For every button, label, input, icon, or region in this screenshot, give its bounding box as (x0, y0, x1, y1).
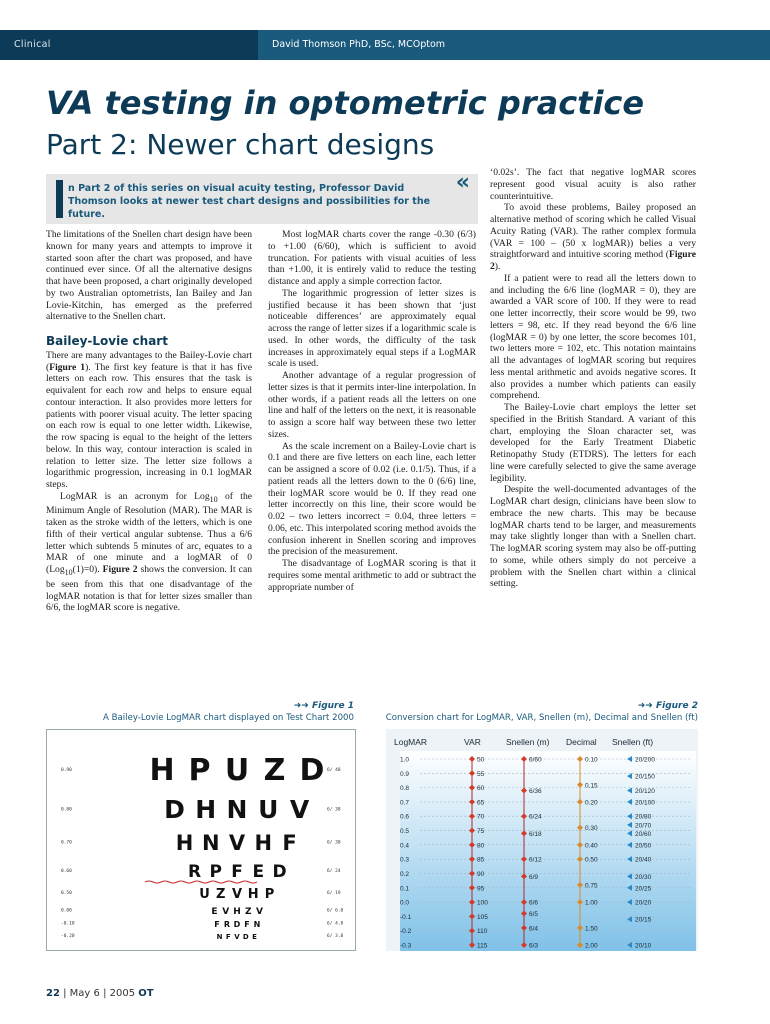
header-section-label: Clinical (14, 39, 51, 50)
decimal-label: 0.20 (585, 799, 598, 807)
chart-letter: E (252, 862, 265, 882)
logmar-label: -0.3 (400, 942, 412, 950)
page-number: 22 (46, 988, 60, 999)
logmar-row-label: 0.00 (61, 908, 72, 914)
footer-separator: | (63, 988, 67, 999)
logmar-label: 0.7 (400, 799, 410, 807)
figure-reference: Figure 2 (490, 249, 696, 272)
var-label: 55 (477, 770, 485, 778)
decimal-label: 1.00 (585, 899, 598, 907)
footer-date: May 6 (69, 988, 100, 999)
logmar-label: 0.6 (400, 813, 410, 821)
chart-letter: H (195, 795, 217, 824)
snellen-ft-label: 20/50 (635, 842, 652, 850)
header-author-band (258, 30, 770, 60)
snellen-ft-label: 20/30 (635, 873, 652, 881)
column-1 (46, 229, 252, 614)
snellen-m-label: 6/60 (529, 756, 542, 764)
intro-text: n Part 2 of this series on visual acuity testing, Professor David Thomson looks at newer test chart designs and possibilities for the future. (68, 183, 431, 220)
logmar-row-label: -0.20 (61, 933, 75, 939)
paragraph: To avoid these problems, Bailey proposed an alternative method of scoring which he called Visual Acuity Rating (VAR). The rather complex formula (VAR = 100 – (50 x logMAR)) belies a very straightforward and intuitive scoring method (Figure 2). (490, 202, 696, 272)
decimal-label: 1.50 (585, 925, 598, 933)
chart-letter: E (211, 907, 218, 917)
snellen-ft-label: 20/80 (635, 813, 652, 821)
logmar-label: -0.1 (400, 913, 412, 921)
figure-2-chart (386, 729, 698, 951)
logmar-row-label: 0.60 (61, 868, 72, 874)
intro-box (46, 170, 478, 224)
snellen-row-label: 6/ 19 (327, 891, 341, 897)
page-footer (46, 988, 154, 999)
figure-2-label: ➜➜ Figure 2 (637, 701, 698, 711)
snellen-ft-label: 20/150 (635, 773, 655, 781)
paragraph: If a patient were to read all the letters down to and including the 6/6 line (logMAR = 0), they are awarded a VAR score of 100. If they were to read one letter incorrectly, their score would be 99, two letters = 98, etc. If they read beyond the 6/6 line (logMAR = 0) by one letter, the score becomes 101, two letters more = 102, etc. This notation maintains all the advantages of logMAR scoring but requires less mental arithmetic and avoids negative scores. It also provides a number which patients can easily comprehend. (490, 272, 696, 402)
column-header: Decimal (566, 737, 597, 747)
chart-letter: H (247, 887, 259, 902)
var-label: 50 (477, 756, 485, 764)
column-header: VAR (464, 737, 481, 747)
chart-letter: Z (216, 887, 226, 902)
chart-letter: Z (263, 753, 286, 788)
logmar-label: 0.4 (400, 842, 410, 850)
chart-letter: H (254, 831, 273, 855)
chart-letter: N (216, 933, 223, 941)
snellen-ft-label: 20/100 (635, 799, 655, 807)
chart-letter: V (231, 887, 243, 902)
snellen-m-label: 6/9 (529, 873, 539, 881)
snellen-m-label: 6/24 (529, 813, 542, 821)
figure-reference: Figure 1 (49, 361, 86, 373)
snellen-ft-label: 20/60 (635, 830, 652, 838)
magazine-logo: OT (138, 988, 154, 999)
snellen-row-label: 6/ 30 (327, 840, 341, 846)
paragraph: Most logMAR charts cover the range -0.30 (6/3) to +1.00 (6/60), which is sufficient to avoid truncation. For patients with visual acuities of less than +1.00, it is entirely valid to reduce the testing distance and apply a simple correction factor. (268, 229, 476, 287)
snellen-m-label: 6/36 (529, 787, 542, 795)
chart-letter: V (256, 907, 263, 917)
paragraph: As the scale increment on a Bailey-Lovie chart is 0.1 and there are five letters on each line, each letter can be assigned a score of 0.02 (i.e. 0.1/5). Thus, if a patient reads all the letters down to the 0 (6/6) line, their logMAR score would be 0. If they read one letter incorrectly on this line, their score would be 0.02 – two letters incorrect = 0.04, three letters = 0.06, etc. This interpolated scoring method avoids the confusion inherent in Snellen scoring and improves the precision of the measurement. (268, 440, 476, 558)
conversion-chart-svg (386, 729, 698, 951)
chart-letter: U (224, 753, 250, 788)
figure-arrow-icon: ➜➜ (637, 701, 656, 711)
var-label: 110 (477, 928, 488, 936)
var-label: 75 (477, 828, 485, 836)
logmar-label: 0.8 (400, 785, 410, 793)
var-label: 80 (477, 842, 485, 850)
snellen-ft-label: 20/15 (635, 916, 652, 924)
paragraph: Despite the well-documented advantages of the LogMAR chart design, clinicians have been slow to embrace the new charts. This may be because logMAR charts tend to be larger, and measurements may take slightly longer than with a Snellen chart. The logMAR scoring system may also be off-putting to some, while others simply do not perceive a problem with the Snellen chart within a clinical setting. (490, 484, 696, 590)
paragraph: The logarithmic progression of letter sizes is justified because it has been shown that ‘just noticeable differences’ are approximately equal across the range of letter sizes if a logarithmic scale is used. In other words, the difficulty of the task increases in approximately equal steps if a LogMAR scale is used. (268, 287, 476, 370)
chart-letter: V (289, 795, 310, 824)
logmar-chart-image (47, 730, 355, 950)
snellen-m-label: 6/18 (529, 830, 542, 838)
chart-letter: N (201, 831, 220, 855)
logmar-row-label: -0.10 (61, 921, 75, 927)
logmar-label: 0.1 (400, 885, 410, 893)
section-heading: Bailey-Lovie chart (46, 334, 168, 348)
var-label: 60 (477, 785, 485, 793)
paragraph: The disadvantage of LogMAR scoring is that it requires some mental arithmetic to add or subtract the appropriate number of (268, 558, 476, 593)
chart-letter: R (187, 862, 202, 882)
chart-letter: V (228, 831, 246, 855)
snellen-ft-label: 20/20 (635, 899, 652, 907)
article-subtitle: Part 2: Newer chart designs (46, 128, 435, 161)
snellen-m-label: 6/12 (529, 856, 542, 864)
article-title: VA testing in optometric practice (46, 84, 645, 122)
decimal-label: 0.10 (585, 756, 598, 764)
header-section-band (0, 30, 258, 60)
snellen-m-label: 6/4 (529, 925, 539, 933)
chart-letter: D (164, 795, 185, 824)
chart-letter: U (199, 887, 210, 902)
snellen-ft-label: 20/10 (635, 942, 652, 950)
var-label: 65 (477, 799, 485, 807)
paragraph: There are many advantages to the Bailey-Lovie chart (Figure 1). The first key feature is that it has five letters on each row. This ensures that the task is equivalent for each row and helps to ensure equal contour interaction. It also provides more letters for patients with poorer visual acuity. The letter spacing on each row is equal to one letter width. Likewise, the row spacing is equal to the height of the letters below. In this way, contour interaction is scaled in relation to letter size. The letter size follows a logarithmic progression, increasing in 0.1 logMAR steps. (46, 349, 252, 490)
chart-letter: D (272, 862, 287, 882)
column-2 (268, 229, 476, 593)
logmar-label: 1.0 (400, 756, 410, 764)
chart-letter: E (252, 933, 257, 941)
chart-letter: H (149, 753, 175, 788)
footer-separator: | (103, 988, 107, 999)
snellen-row-label: 6/ 3.8 (327, 933, 344, 939)
quote-icon: « (455, 170, 470, 195)
chart-letter: D (299, 753, 325, 788)
logmar-label: 0.5 (400, 828, 410, 836)
chart-letter: H (175, 831, 194, 855)
chart-letter: D (233, 920, 241, 929)
chart-letter: F (225, 933, 231, 941)
var-label: 105 (477, 913, 488, 921)
chart-letter: D (242, 933, 249, 941)
figure-1-caption: A Bailey-Lovie LogMAR chart displayed on Test Chart 2000 (103, 713, 354, 723)
logmar-row-label: 0.70 (61, 840, 72, 846)
column-header: LogMAR (394, 737, 428, 747)
chart-letter: N (226, 795, 248, 824)
var-label: 90 (477, 870, 485, 878)
var-label: 95 (477, 885, 485, 893)
decimal-label: 0.15 (585, 782, 598, 790)
header-author: David Thomson PhD, BSc, MCOptom (272, 39, 446, 50)
column-header: Snellen (ft) (612, 737, 654, 747)
paragraph: Another advantage of a regular progression of letter sizes is that it permits inter-line interpolation. In other words, if a patient reads all the letters on one line and half of the letters on the next, it is reasonable to assign a score half way between these two letter sizes. (268, 370, 476, 440)
paragraph: ‘0.02s’. The fact that negative logMAR scores represent good visual acuity is also rather counterintuitive. (490, 167, 696, 202)
chart-letter: H (233, 907, 241, 917)
logmar-row-label: 0.90 (61, 768, 72, 773)
logmar-label: 0.9 (400, 770, 410, 778)
chart-letter: N (253, 920, 261, 929)
figure-1-label: ➜➜ Figure 1 (293, 701, 354, 711)
chart-letter: F (244, 920, 250, 929)
chart-panel (400, 751, 696, 951)
intro-dropcap (56, 180, 63, 218)
logmar-row-label: 0.80 (61, 807, 72, 813)
chart-letter: U (258, 795, 279, 824)
logmar-label: 0.0 (400, 899, 410, 907)
figure-reference: Figure 2 (102, 564, 138, 576)
chart-letter: F (282, 831, 297, 855)
snellen-m-label: 6/5 (529, 911, 539, 919)
figure-arrow-icon: ➜➜ (293, 701, 312, 711)
chart-letter: Z (244, 907, 252, 917)
column-3 (490, 167, 696, 590)
decimal-label: 0.30 (585, 825, 598, 833)
snellen-row-label: 6/ 6.0 (327, 908, 344, 914)
decimal-label: 0.40 (585, 842, 598, 850)
chart-letter: R (223, 920, 231, 929)
snellen-row-label: 6/ 38 (327, 807, 341, 813)
figure-2-caption: Conversion chart for LogMAR, VAR, Snellen (m), Decimal and Snellen (ft) (385, 713, 698, 723)
chart-letter: F (214, 920, 220, 929)
decimal-label: 0.50 (585, 856, 598, 864)
decimal-label: 2.00 (585, 942, 598, 950)
snellen-ft-label: 20/40 (635, 856, 652, 864)
logmar-label: 0.3 (400, 856, 410, 864)
var-label: 115 (477, 942, 488, 950)
paragraph: The Bailey-Lovie chart employs the letter set specified in the British Standard. A variant of this chart, employing the Sloan character set, was developed for the Early Treatment Diabetic Retinopathy Study (ETDRS). The letters for each line were carefully selected to give the same average legibility. (490, 402, 696, 484)
logmar-row-label: 0.50 (61, 891, 72, 897)
chart-letter: F (231, 862, 243, 882)
snellen-ft-label: 20/200 (635, 756, 655, 764)
snellen-ft-label: 20/25 (635, 885, 652, 893)
var-label: 100 (477, 899, 488, 907)
chart-letter: P (188, 753, 211, 788)
paragraph: LogMAR is an acronym for Log$_{10}$ of the Minimum Angle of Resolution (MAR). The MAR is taken as the stroke width of the letters, which is one fifth of their vertical angular subtense. Thus a 6/6 letter which subtends 5 minutes of arc, equates to a MAR of one minute and a logMAR of 0 (Log$_{10}$(1)=0). Figure 2 shows the conversion. It can be seen from this that one disadvantage of the logMAR notation is that for letter sizes smaller than 6/6, the logMAR score is negative. (46, 490, 252, 614)
snellen-m-label: 6/6 (529, 899, 539, 907)
snellen-ft-label: 20/70 (635, 822, 652, 830)
chart-letter: V (234, 933, 240, 941)
logmar-label: -0.2 (400, 928, 412, 936)
chart-letter: P (264, 887, 275, 902)
logmar-label: 0.2 (400, 870, 410, 878)
footer-year: 2005 (109, 988, 136, 999)
var-label: 70 (477, 813, 485, 821)
chart-letter: V (222, 907, 230, 917)
snellen-row-label: 6/ 48 (327, 768, 341, 773)
paragraph: The limitations of the Snellen chart design have been known for many years and attempts to improve it started soon after the chart was proposed, and have continued ever since. Of all the alternative designs that have been proposed, a chart originally developed by two Australian optometrists, Ian Bailey and Jan Lovie-Kitchin, has emerged as the preferred alternative to the Snellen chart. (46, 229, 252, 323)
snellen-row-label: 6/ 4.8 (327, 921, 344, 927)
decimal-label: 0.75 (585, 882, 598, 890)
column-header: Snellen (m) (506, 737, 550, 747)
figure-1-chart (46, 729, 356, 951)
var-label: 85 (477, 856, 485, 864)
snellen-row-label: 6/ 24 (327, 868, 341, 874)
snellen-m-label: 6/3 (529, 942, 539, 950)
chart-letter: P (209, 862, 222, 882)
snellen-ft-label: 20/120 (635, 787, 655, 795)
